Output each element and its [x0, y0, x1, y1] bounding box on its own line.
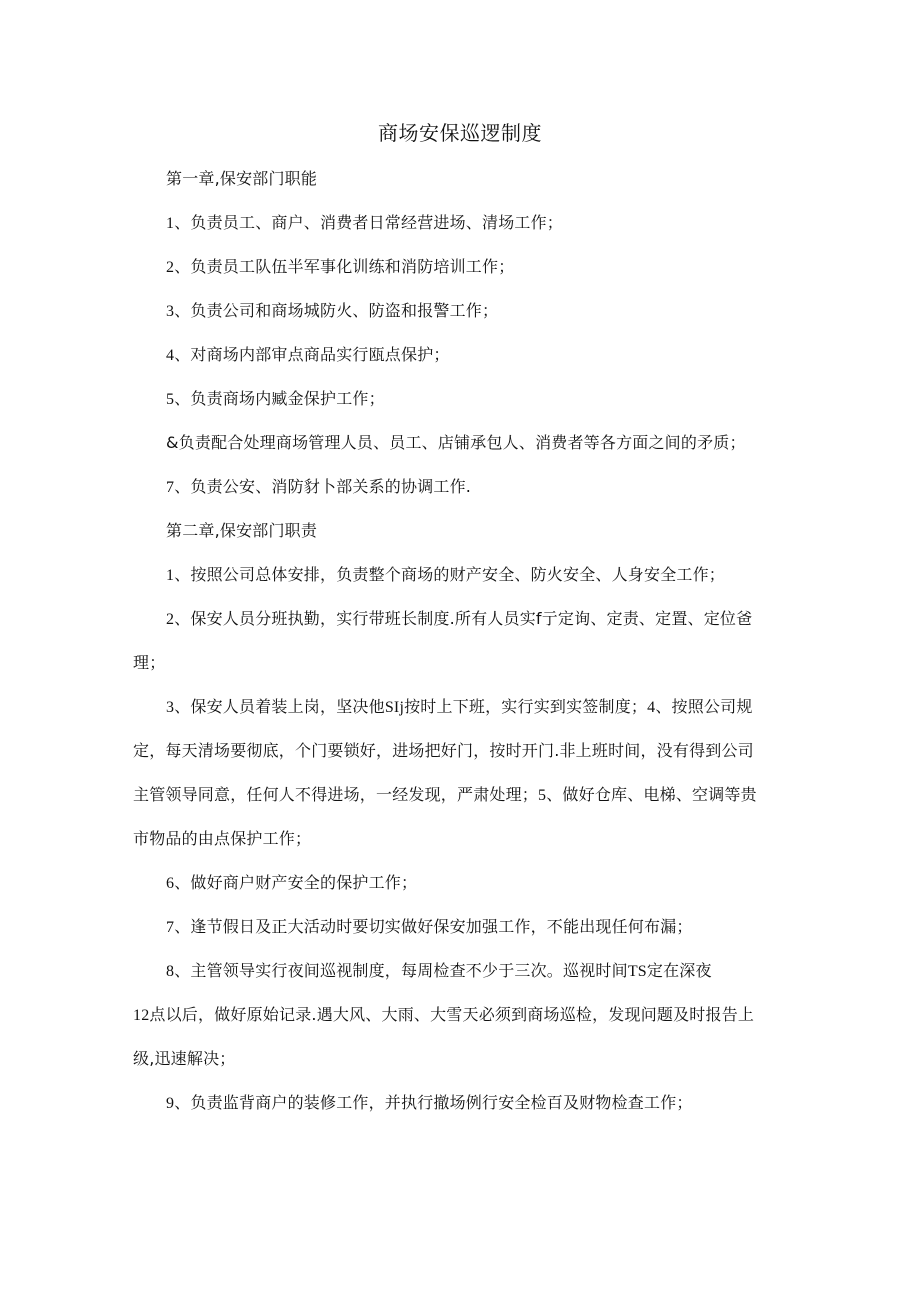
paragraph-line: 理；	[133, 653, 166, 672]
paragraph-text: 主管领导同意，任何人不得进场，一经发现，严肃处理；	[133, 785, 539, 804]
item-number: 1	[166, 215, 175, 232]
item-number: 3	[166, 303, 175, 320]
item-number: 12	[133, 1007, 150, 1024]
paragraph-text: 点以后，做好原始记录.遇大风、大雨、大雪天必须到商场巡检，发现问题及时报告上	[149, 1005, 755, 1024]
paragraph-text: 、主管领导实行夜间巡视制度，每周检查不少于三次。巡视时间	[174, 961, 628, 980]
chapter-heading: 第二章,保安部门职责	[166, 521, 318, 540]
list-item	[166, 1091, 693, 1116]
item-text: 、逢节假日及正大活动时要切实做好保安加强工作，不能出现任何布漏；	[174, 917, 693, 936]
item-number: 4	[647, 699, 656, 716]
chapter-heading: 第一章,保安部门职能	[166, 169, 318, 188]
item-text: 、按照公司总体安排，负责整个商场的财产安全、防火安全、人身安全工作；	[174, 565, 726, 584]
paragraph-line	[166, 695, 753, 720]
paragraph-line	[133, 783, 757, 808]
item-text: 、负责公安、消防豺卜部关系的协调工作.	[174, 477, 472, 496]
paragraph-line	[166, 959, 712, 984]
garbled-code: TS	[627, 963, 647, 980]
list-item	[166, 211, 563, 236]
list-item	[166, 563, 725, 588]
document-title: 商场安保巡逻制度	[378, 121, 542, 145]
item-text: 、负责监背商户的装修工作，并执行撤场例行安全检百及财物检查工作；	[174, 1093, 693, 1112]
item-number: 2	[166, 611, 175, 628]
list-item	[166, 255, 514, 280]
item-number: 6	[166, 875, 175, 892]
item-text: 、负责员工队伍半军事化训练和消防培训工作；	[174, 257, 515, 276]
item-number: 7	[166, 919, 175, 936]
item-text: 、对商场内部审点商品实行瓯点保护；	[174, 345, 450, 364]
paragraph-line: 市物品的由点保护工作；	[133, 829, 312, 848]
item-number: 4	[166, 347, 175, 364]
list-item	[166, 431, 746, 456]
list-item	[166, 475, 471, 500]
garbled-code: SIj	[384, 699, 405, 716]
item-text: 、负责公司和商场城防火、防盗和报警工作；	[174, 301, 499, 320]
item-number: 5	[166, 391, 175, 408]
item-number: 5	[538, 787, 547, 804]
list-item	[166, 387, 385, 412]
list-item	[166, 871, 417, 896]
paragraph-text: 按时上下班，实行实到实签制度；	[404, 697, 648, 716]
list-item	[166, 299, 498, 324]
item-text: 、做好商户财产安全的保护工作；	[174, 873, 418, 892]
item-number: 2	[166, 259, 175, 276]
paragraph-line: 级,迅速解决；	[133, 1049, 236, 1068]
item-text: 、负责员工、商户、消费者日常经营进场、清场工作；	[174, 213, 564, 232]
list-item	[166, 915, 693, 940]
list-item	[166, 343, 450, 368]
item-number: 7	[166, 479, 175, 496]
item-text: 、负责商场内臧金保护工作；	[174, 389, 385, 408]
paragraph-text: 、做好仓库、电梯、空调等贵	[546, 785, 757, 804]
paragraph-line	[166, 607, 752, 632]
item-number: 8	[166, 963, 175, 980]
paragraph-text: 定在深夜	[646, 961, 712, 980]
item-number: 9	[166, 1095, 175, 1112]
paragraph-text: 、保安人员分班执勤，实行带班长制度.所有人员实f亍定询、定责、定置、定位爸	[174, 609, 753, 628]
paragraph-text: 、按照公司规	[655, 697, 753, 716]
item-number: 1	[166, 567, 175, 584]
item-text: &负责配合处理商场管理人员、员工、店铺承包人、消费者等各方面之间的矛质；	[166, 433, 746, 452]
paragraph-line	[133, 1003, 754, 1028]
item-number: 3	[166, 699, 175, 716]
paragraph-line: 定，每天清场要彻底，个门要锁好，进场把好门，按时开门.非上班时间，没有得到公司	[133, 741, 754, 760]
paragraph-text: 、保安人员着装上岗，坚决他	[174, 697, 385, 716]
